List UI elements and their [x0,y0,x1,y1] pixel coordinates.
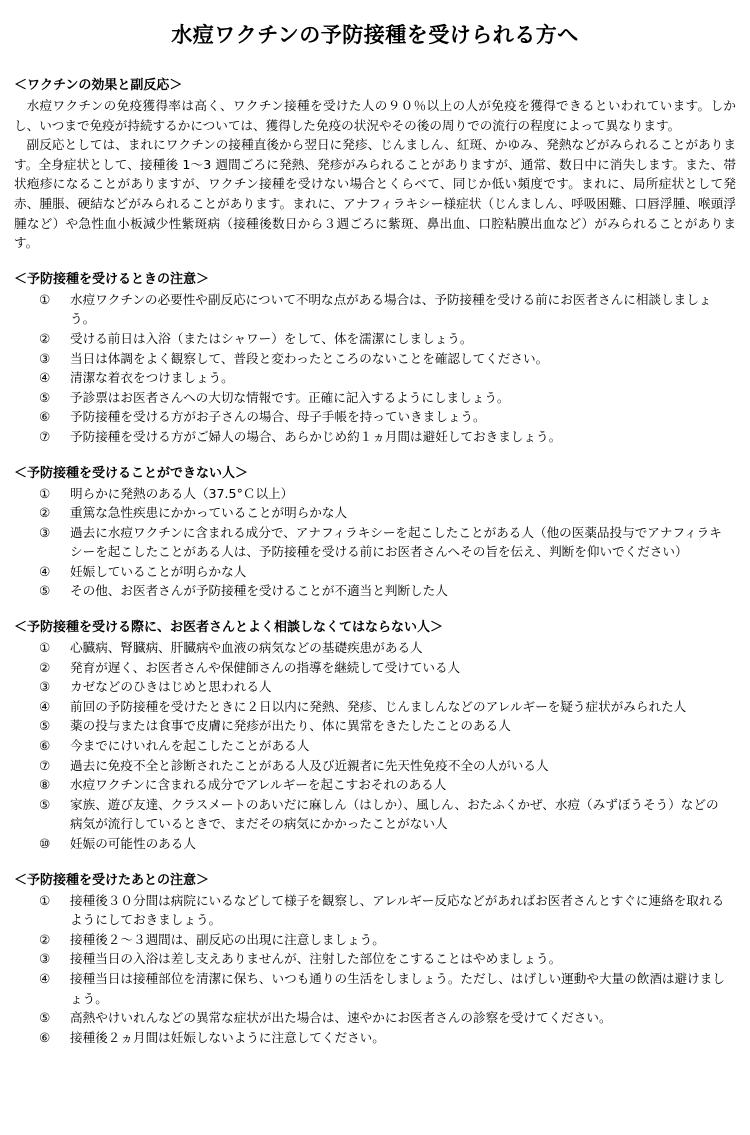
item-number: ④ [39,698,51,714]
paragraph: 副反応としては、まれにワクチンの接種直後から翌日に発疹、じんましん、紅斑、かゆみ、発熱などがみられることがあります。全身症状として、接種後 1～3 週間ごろに発熱、発疹がみられることがありますが、通常、数日中に消失します。また、帯状疱疹になることがありますが、ワクチン接種を受けない場合とくらべて、同じか低い頻度です。まれに、局所症状として発赤、腫脹、硬結などがみられることがあります。まれに、アナフィラキシー様症状（じんましん、呼吸困難、口唇浮腫、喉頭浮腫など）や急性血小板減少性紫斑病（接種後数日から３週ごろに紫斑、鼻出血、口腔粘膜出血など）がみられることがあります。 [14,137,736,251]
item-number: ⑤ [39,1010,51,1026]
item-text: 妊娠の可能性のある人 [70,836,196,851]
item-text: 過去に免疫不全と診断されたことがある人及び近親者に先天性免疫不全の人がいる人 [70,757,549,773]
item-text: 心臓病、腎臓病、肝臓病や血液の病気などの基礎疾患がある人 [70,640,423,656]
item-text: カゼなどのひきはじめと思われる人 [70,679,272,695]
item-text: 前回の予防接種を受けたときに２日以内に発熱、発疹、じんましんなどのアレルギーを疑う症状がみられた人 [70,698,687,714]
item-text: 家族、遊び友達、クラスメートのあいだに麻しん（はしか）、風しん、おたふくかぜ、水痘（みずぼうそう）などの病気が流行しているときで、まだその病気にかかったことがない人 [70,796,719,832]
list-item [14,658,736,678]
list-item [14,775,736,795]
list-item [14,388,736,408]
list-item [14,329,736,349]
item-number: ② [39,505,51,521]
item-number: ④ [39,563,51,579]
section-consult [14,618,736,854]
section-after [14,871,736,1048]
item-text: 接種後２～３週間は、副反応の出現に注意しましょう。 [70,931,385,947]
item-number: ⑧ [39,777,51,793]
item-number: ③ [39,524,51,540]
item-text: 薬の投与または食事で皮膚に発疹が出たり、体に異常をきたしたことのある人 [70,718,511,734]
list-item [14,1008,736,1028]
item-text: 予診票はお医者さんへの大切な情報です。正確に記入するようにしましょう。 [70,389,510,405]
item-number: ② [39,931,51,947]
caution-list [14,290,736,447]
item-number: ① [39,485,51,501]
list-item [14,638,736,658]
after-list [14,891,736,1048]
item-number: ⑤ [39,583,51,599]
item-number: ⑦ [39,757,51,773]
list-item [14,716,736,736]
item-text: 水痘ワクチンの必要性や副反応について不明な点がある場合は、予防接種を受ける前にお医者さんに相談しましょう。 [70,291,712,327]
list-item [14,697,736,717]
item-number: ④ [39,370,51,386]
list-item [14,736,736,756]
list-item [14,407,736,427]
list-item [14,969,736,1008]
list-item [14,581,736,601]
list-item [14,1028,736,1048]
item-text: 発育が遅く、お医者さんや保健師さんの指導を継続して受けている人 [70,659,461,675]
item-text: 清潔な着衣をつけましょう。 [70,370,234,386]
item-text: 接種当日は接種部位を清潔に保ち、いつも通りの生活をしましょう。ただし、はげしい運動や大量の飲酒は避けましょう。 [70,970,725,1006]
list-item [14,930,736,950]
item-text: その他、お医者さんが予防接種を受けることが不適当と判断した人 [70,583,448,599]
item-text: 水痘ワクチンに含まれる成分でアレルギーを起こすおそれのある人 [70,777,447,793]
item-text: 明らかに発熱のある人（37.5°Ｃ以上） [70,485,294,501]
list-item [14,427,736,447]
item-text: 妊娠していることが明らかな人 [70,563,247,579]
list-item [14,756,736,776]
item-number: ① [39,291,51,307]
list-item [14,484,736,504]
item-number: ② [39,330,51,346]
section-cannot [14,464,736,602]
item-number: ⑤ [39,389,51,405]
item-number: ⑤ [39,796,51,812]
section-heading: ＜予防接種を受ける際に、お医者さんとよく相談しなくてはならない人＞ [14,620,444,636]
list-item [14,891,736,930]
item-text: 接種当日の入浴は差し支えありませんが、注射した部位をこすることはやめましょう。 [70,951,562,967]
list-item [14,677,736,697]
item-number: ③ [39,350,51,366]
item-text: 予防接種を受ける方がお子さんの場合、母子手帳を持っていきましょう。 [70,409,486,425]
section-heading: ＜ワクチンの効果と副反応＞ [14,78,183,93]
item-text: 予防接種を受ける方がご婦人の場合、あらかじめ約１ヵ月間は避妊しておきましょう。 [70,428,562,444]
section-heading: ＜予防接種を受けたあとの注意＞ [14,872,210,888]
list-item [14,795,736,834]
item-number: ① [39,640,51,656]
item-number: ③ [39,951,51,967]
item-text: 高熱やけいれんなどの異常な症状が出た場合は、速やかにお医者さんの診察を受けてください。 [70,1010,612,1026]
section-effects [14,76,736,253]
item-text: 過去に水痘ワクチンに含まれる成分で、アナフィラキシーを起こしたことがある人（他の医薬品投与でアナフィラキシーを起こしたことがある人は、予防接種を受ける前にお医者さんへその旨を伝え、判断を仰いでください） [70,524,722,560]
consult-list [14,638,736,854]
section-heading: ＜予防接種を受けるときの注意＞ [14,271,210,287]
list-item [14,562,736,582]
item-text: 重篤な急性疾患にかかっていることが明らかな人 [70,505,348,521]
page-title: 水痘ワクチンの予防接種を受けられる方へ [171,23,579,47]
item-number: ④ [39,970,51,986]
item-text: 受ける前日は入浴（またはシャワー）をして、体を濡潔にしましょう。 [70,330,473,346]
item-number: ② [39,659,51,675]
list-item [14,523,736,562]
item-number: ③ [39,679,51,695]
item-number: ⑩ [39,836,51,851]
list-item [14,834,736,854]
item-number: ⑥ [39,1029,51,1045]
list-item [14,949,736,969]
item-text: 今までにけいれんを起こしたことがある人 [70,738,310,754]
paragraph: 水痘ワクチンの免疫獲得率は高く、ワクチン接種を受けた人の９０％以上の人が免疫を獲得できるといわれています。しかし、いつまで免疫が持続するかについては、獲得した免疫の状況やその後の周りでの流行の程度によって異なります。 [14,98,736,133]
item-number: ⑥ [39,409,51,425]
section-heading: ＜予防接種を受けることができない人＞ [14,465,249,481]
list-item [14,349,736,369]
item-text: 当日は体調をよく観察して、普段と変わったところのないことを確認してください。 [70,350,549,366]
item-number: ⑥ [39,738,51,754]
item-number: ① [39,892,51,908]
list-item [14,503,736,523]
item-number: ⑤ [39,718,51,734]
section-cautions [14,270,736,447]
list-item [14,290,736,329]
list-item [14,368,736,388]
item-text: 接種後２ヵ月間は妊娠しないように注意してください。 [70,1029,385,1045]
item-number: ⑦ [39,428,51,444]
cannot-list [14,484,736,602]
item-text: 接種後３０分間は病院にいるなどして様子を観察し、アレルギー反応などがあればお医者さんとすぐに連絡を取れるようにしておきましょう。 [70,892,725,928]
